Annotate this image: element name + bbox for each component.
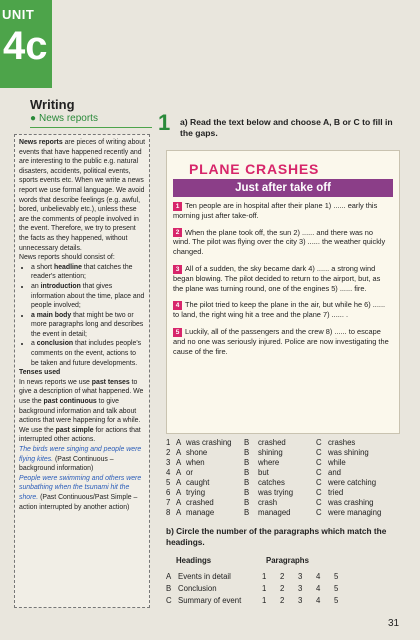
list-item: • a main body that might be two or more paragraphs long and describes the event in detail; <box>31 311 145 340</box>
exercise-b-instruction: b) Circle the number of the paragraphs which match the headings. <box>166 526 387 547</box>
unit-number: 4c <box>3 24 48 68</box>
exercise-number: 1 <box>158 110 171 135</box>
exercise-instruction: a) Read the text below and choose A, B or C to fill in the gaps. <box>180 117 393 138</box>
answer-row: 3 A when B where C while <box>166 458 346 467</box>
tenses-paragraph: In news reports we use past tenses to give a description of what happened. We use the past continuous to give background information and talk about actions that were happening for a while. We use the past simple for actions that interrupted other actions. <box>19 378 144 444</box>
answer-row: 6 A trying B was trying C tried <box>166 488 344 497</box>
list-item: • a short headline that catches the reader's attention; <box>31 263 145 282</box>
answer-row: 4 A or B but C and <box>166 468 342 477</box>
article-subtitle: Just after take off <box>173 179 393 197</box>
list-item: • an introduction that gives information about the time, place and people involved; <box>31 282 145 311</box>
heading-row: A Events in detail 1 2 3 4 5 <box>166 572 339 581</box>
heading-row: B Conclusion 1 2 3 4 5 <box>166 584 339 593</box>
consist-line: News reports should consist of: <box>19 254 115 262</box>
bullet-icon: ● <box>30 113 37 124</box>
unit-word: UNIT <box>2 7 35 22</box>
section-subtitle <box>30 113 98 124</box>
intro-paragraph: News reports are pieces of writing about events that have happened recently and are interesting to the public e.g. natural disasters, accidents, political events, sports events etc. When we write a news report we use formal language. We avoid words that describe feelings (e.g. awful, bored, unbelievably etc.), unless these are the comments of people involved in the event. Therefore, we try to present the facts as they happened, without unnecessary details. <box>19 139 146 252</box>
article-body <box>173 201 391 363</box>
article-paragraph: 3 All of a sudden, the sky became dark 4) ...... a strong wind began blowing. The pilot decided to return to the airport, but, as the plane was turning round, one of the engines 5) ...... fire. <box>173 263 381 293</box>
answer-row: 5 A caught B catches C were catching <box>166 478 377 487</box>
structure-list <box>19 263 145 369</box>
list-item: • a conclusion that includes people's comments on the event, actions to be taken and future developments. <box>31 339 145 368</box>
divider <box>30 127 152 128</box>
unit-tab <box>0 0 52 88</box>
answer-row: 8 A manage B managed C were managing <box>166 508 382 517</box>
answer-options <box>166 438 406 518</box>
subtitle-text: News reports <box>39 113 98 124</box>
paragraphs-column-header: Paragraphs <box>266 556 309 565</box>
headings-column-header: Headings <box>176 556 212 565</box>
example-1: The birds were singing and people were flying kites. (Past Continuous – background information) <box>19 446 142 473</box>
article-paragraph: 4 The pilot tried to keep the plane in the air, but while he 6) ...... to land, the right wing hit a tree and the plane 7) ...... . <box>173 300 386 320</box>
section-title: Writing <box>30 97 75 112</box>
example-2: People were swimming and others were sunbathing when the tsunami hit the shore. (Past Continuous/Past Simple – action interrupted by another action) <box>19 474 142 511</box>
article-title: PLANE CRASHES <box>189 161 320 177</box>
article-paragraph: 2 When the plane took off, the sun 2) ...... and there was no wind. The pilot was flying over the city 3) ...... the weather quickly changed. <box>173 227 386 257</box>
answer-row: 7 A crashed B crash C was crashing <box>166 498 374 507</box>
answer-row: 1 A was crashing B crashed C crashes <box>166 438 356 447</box>
article-paragraph: 1 Ten people are in hospital after their plane 1) ...... early this morning just after take-off. <box>173 201 378 220</box>
answer-row: 2 A shone B shining C was shining <box>166 448 369 457</box>
heading-row: C Summary of event 1 2 3 4 5 <box>166 596 339 605</box>
theory-box <box>14 134 150 608</box>
article-box <box>166 150 400 434</box>
article-paragraph: 5 Luckily, all of the passengers and the crew 8) ...... to escape and no one was seriously injured. Police are now investigating the cause of the fire. <box>173 326 389 356</box>
tenses-heading: Tenses used <box>19 369 61 377</box>
page-number: 31 <box>388 618 400 629</box>
